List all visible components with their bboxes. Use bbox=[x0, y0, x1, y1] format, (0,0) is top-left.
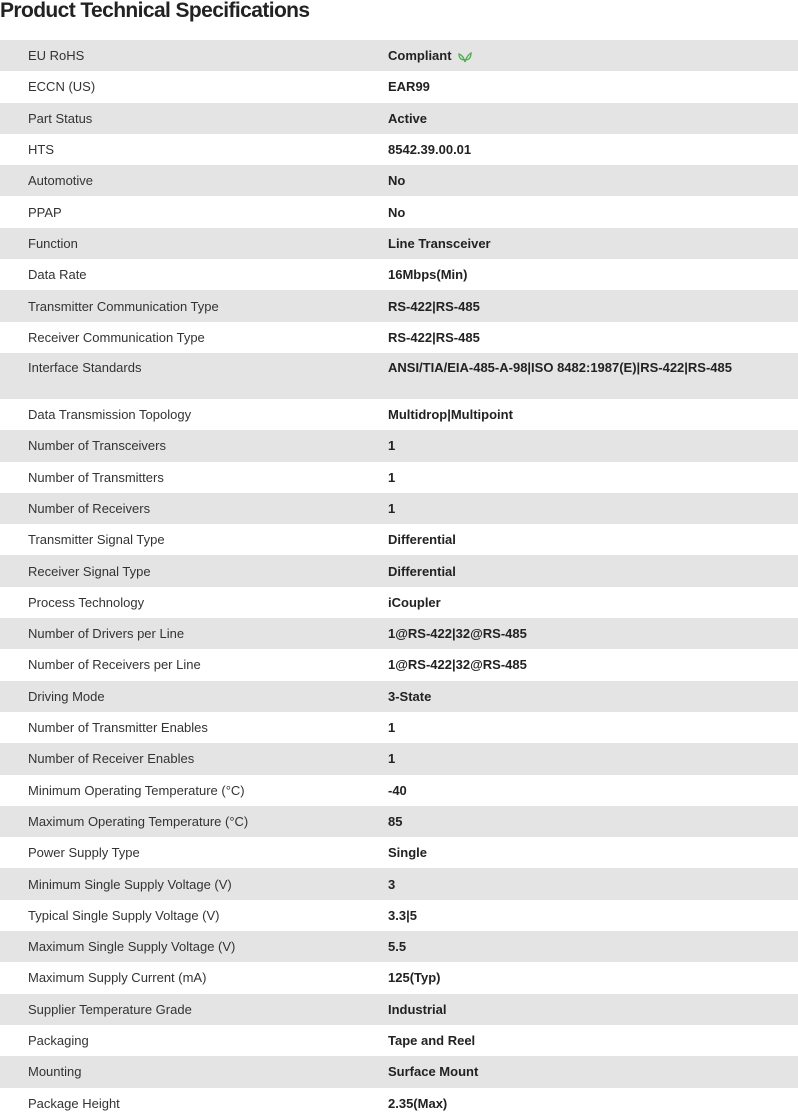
spec-label: Power Supply Type bbox=[28, 845, 140, 861]
spec-row bbox=[0, 40, 798, 71]
spec-row bbox=[0, 462, 798, 493]
spec-row bbox=[0, 134, 798, 165]
spec-label: PPAP bbox=[28, 204, 62, 220]
spec-value: 3.3|5 bbox=[388, 907, 417, 923]
spec-value-cell bbox=[388, 40, 798, 71]
spec-label: Receiver Communication Type bbox=[28, 329, 205, 345]
spec-value-cell bbox=[388, 1056, 798, 1087]
spec-label: Number of Transceivers bbox=[28, 438, 166, 454]
spec-value-cell bbox=[388, 994, 798, 1025]
spec-label: Automotive bbox=[28, 173, 94, 189]
spec-value: 5.5 bbox=[388, 939, 407, 955]
spec-row bbox=[0, 806, 798, 837]
spec-value: No bbox=[388, 204, 406, 220]
spec-label: Process Technology bbox=[28, 594, 145, 610]
spec-row bbox=[0, 103, 798, 134]
spec-value-cell bbox=[388, 290, 798, 321]
spec-label: Transmitter Signal Type bbox=[28, 532, 165, 548]
spec-value: 3 bbox=[388, 876, 396, 892]
spec-value-cell bbox=[388, 430, 798, 461]
spec-value: Line Transceiver bbox=[388, 235, 491, 251]
spec-value-cell bbox=[388, 681, 798, 712]
spec-value-cell bbox=[388, 618, 798, 649]
spec-value: Differential bbox=[388, 563, 456, 579]
spec-row bbox=[0, 649, 798, 680]
spec-value-cell bbox=[388, 1025, 798, 1056]
spec-value-cell bbox=[388, 868, 798, 899]
spec-label: Function bbox=[28, 235, 78, 251]
spec-value-cell bbox=[388, 962, 798, 993]
spec-label: Number of Receivers per Line bbox=[28, 657, 201, 673]
spec-table-body bbox=[0, 40, 798, 1119]
spec-row bbox=[0, 1088, 798, 1119]
spec-value-cell bbox=[388, 524, 798, 555]
spec-value: 1 bbox=[388, 720, 396, 736]
spec-label: Number of Drivers per Line bbox=[28, 626, 185, 642]
spec-label: Supplier Temperature Grade bbox=[28, 1001, 192, 1017]
spec-row bbox=[0, 290, 798, 321]
spec-row bbox=[0, 430, 798, 461]
spec-value: 125(Typ) bbox=[388, 970, 441, 986]
spec-value: Industrial bbox=[388, 1001, 447, 1017]
spec-row bbox=[0, 322, 798, 353]
spec-value: 1 bbox=[388, 469, 396, 485]
spec-row bbox=[0, 962, 798, 993]
spec-value-cell bbox=[388, 775, 798, 806]
spec-label: EU RoHS bbox=[28, 48, 85, 64]
spec-value-cell bbox=[388, 931, 798, 962]
spec-value: 85 bbox=[388, 813, 403, 829]
spec-value: Single bbox=[388, 845, 428, 861]
spec-label: Receiver Signal Type bbox=[28, 563, 151, 579]
spec-value: 1@RS-422|32@RS-485 bbox=[388, 626, 527, 642]
spec-label: Part Status bbox=[28, 110, 93, 126]
leaf-icon bbox=[458, 51, 472, 63]
spec-label: Interface Standards bbox=[28, 359, 142, 375]
spec-value: RS-422|RS-485 bbox=[388, 298, 480, 314]
spec-value: Active bbox=[388, 110, 428, 126]
spec-value: Multidrop|Multipoint bbox=[388, 407, 513, 423]
spec-label: Transmitter Communication Type bbox=[28, 298, 219, 314]
spec-label: ECCN (US) bbox=[28, 79, 96, 95]
spec-label: Minimum Single Supply Voltage (V) bbox=[28, 876, 232, 892]
spec-label: Number of Receiver Enables bbox=[28, 751, 195, 767]
spec-value-cell bbox=[388, 837, 798, 868]
spec-value-cell bbox=[388, 353, 798, 399]
spec-value-cell bbox=[388, 134, 798, 165]
spec-value-cell bbox=[388, 399, 798, 430]
spec-value: No bbox=[388, 173, 406, 189]
spec-row bbox=[0, 743, 798, 774]
spec-row bbox=[0, 868, 798, 899]
spec-value: 1@RS-422|32@RS-485 bbox=[388, 657, 527, 673]
spec-label: Minimum Operating Temperature (°C) bbox=[28, 782, 245, 798]
spec-label: Maximum Supply Current (mA) bbox=[28, 970, 207, 986]
spec-row bbox=[0, 165, 798, 196]
spec-value: ANSI/TIA/EIA-485-A-98|ISO 8482:1987(E)|RS-422|RS-485 bbox=[388, 359, 732, 375]
spec-value: Differential bbox=[388, 532, 456, 548]
spec-row bbox=[0, 196, 798, 227]
spec-value: Compliant bbox=[388, 48, 452, 64]
spec-row bbox=[0, 228, 798, 259]
spec-row bbox=[0, 681, 798, 712]
spec-row bbox=[0, 618, 798, 649]
spec-value: 1 bbox=[388, 438, 396, 454]
spec-value: 3-State bbox=[388, 688, 432, 704]
spec-row bbox=[0, 399, 798, 430]
spec-row bbox=[0, 524, 798, 555]
spec-row bbox=[0, 493, 798, 524]
spec-label: Data Transmission Topology bbox=[28, 407, 192, 423]
spec-label: Number of Transmitter Enables bbox=[28, 720, 208, 736]
spec-label: Data Rate bbox=[28, 267, 87, 283]
spec-row bbox=[0, 900, 798, 931]
spec-value: iCoupler bbox=[388, 594, 441, 610]
spec-label: Maximum Operating Temperature (°C) bbox=[28, 813, 249, 829]
spec-label: HTS bbox=[28, 142, 54, 158]
spec-value-cell bbox=[388, 806, 798, 837]
spec-row bbox=[0, 837, 798, 868]
spec-value-cell bbox=[388, 743, 798, 774]
spec-row bbox=[0, 71, 798, 102]
spec-value-cell bbox=[388, 71, 798, 102]
spec-row bbox=[0, 775, 798, 806]
spec-value: 1 bbox=[388, 751, 396, 767]
spec-value: 1 bbox=[388, 501, 396, 516]
spec-value-cell bbox=[388, 493, 798, 524]
spec-value: EAR99 bbox=[388, 79, 430, 95]
spec-label: Number of Transmitters bbox=[28, 469, 164, 485]
spec-value-cell bbox=[388, 259, 798, 290]
spec-label: Mounting bbox=[28, 1064, 82, 1080]
spec-value-cell bbox=[388, 196, 798, 227]
spec-row bbox=[0, 353, 798, 399]
spec-value: Surface Mount bbox=[388, 1064, 479, 1080]
spec-value-cell bbox=[388, 900, 798, 931]
spec-value-cell bbox=[388, 712, 798, 743]
spec-row bbox=[0, 555, 798, 586]
spec-value: -40 bbox=[388, 782, 407, 798]
spec-value: 2.35(Max) bbox=[388, 1095, 448, 1111]
spec-row bbox=[0, 1025, 798, 1056]
spec-value: RS-422|RS-485 bbox=[388, 329, 480, 345]
spec-label: Typical Single Supply Voltage (V) bbox=[28, 907, 220, 923]
spec-value-cell bbox=[388, 649, 798, 680]
spec-value-cell bbox=[388, 322, 798, 353]
spec-value-cell bbox=[388, 1088, 798, 1119]
spec-row bbox=[0, 587, 798, 618]
spec-value-cell bbox=[388, 587, 798, 618]
spec-label: Number of Receivers bbox=[28, 501, 151, 516]
spec-value-cell bbox=[388, 103, 798, 134]
spec-value: Tape and Reel bbox=[388, 1033, 476, 1049]
spec-row bbox=[0, 1056, 798, 1087]
spec-row bbox=[0, 259, 798, 290]
spec-row bbox=[0, 994, 798, 1025]
spec-value: 16Mbps(Min) bbox=[388, 267, 468, 283]
spec-value: 8542.39.00.01 bbox=[388, 142, 472, 158]
spec-value-cell bbox=[388, 462, 798, 493]
page-title: Product Technical Specifications bbox=[0, 0, 310, 22]
spec-label: Packaging bbox=[28, 1033, 89, 1049]
spec-label: Package Height bbox=[28, 1095, 120, 1111]
spec-value-cell bbox=[388, 228, 798, 259]
spec-value-cell bbox=[388, 165, 798, 196]
spec-table bbox=[0, 40, 798, 1119]
spec-label: Driving Mode bbox=[28, 688, 105, 704]
spec-row bbox=[0, 712, 798, 743]
spec-label: Maximum Single Supply Voltage (V) bbox=[28, 939, 236, 955]
spec-value-cell bbox=[388, 555, 798, 586]
spec-row bbox=[0, 931, 798, 962]
